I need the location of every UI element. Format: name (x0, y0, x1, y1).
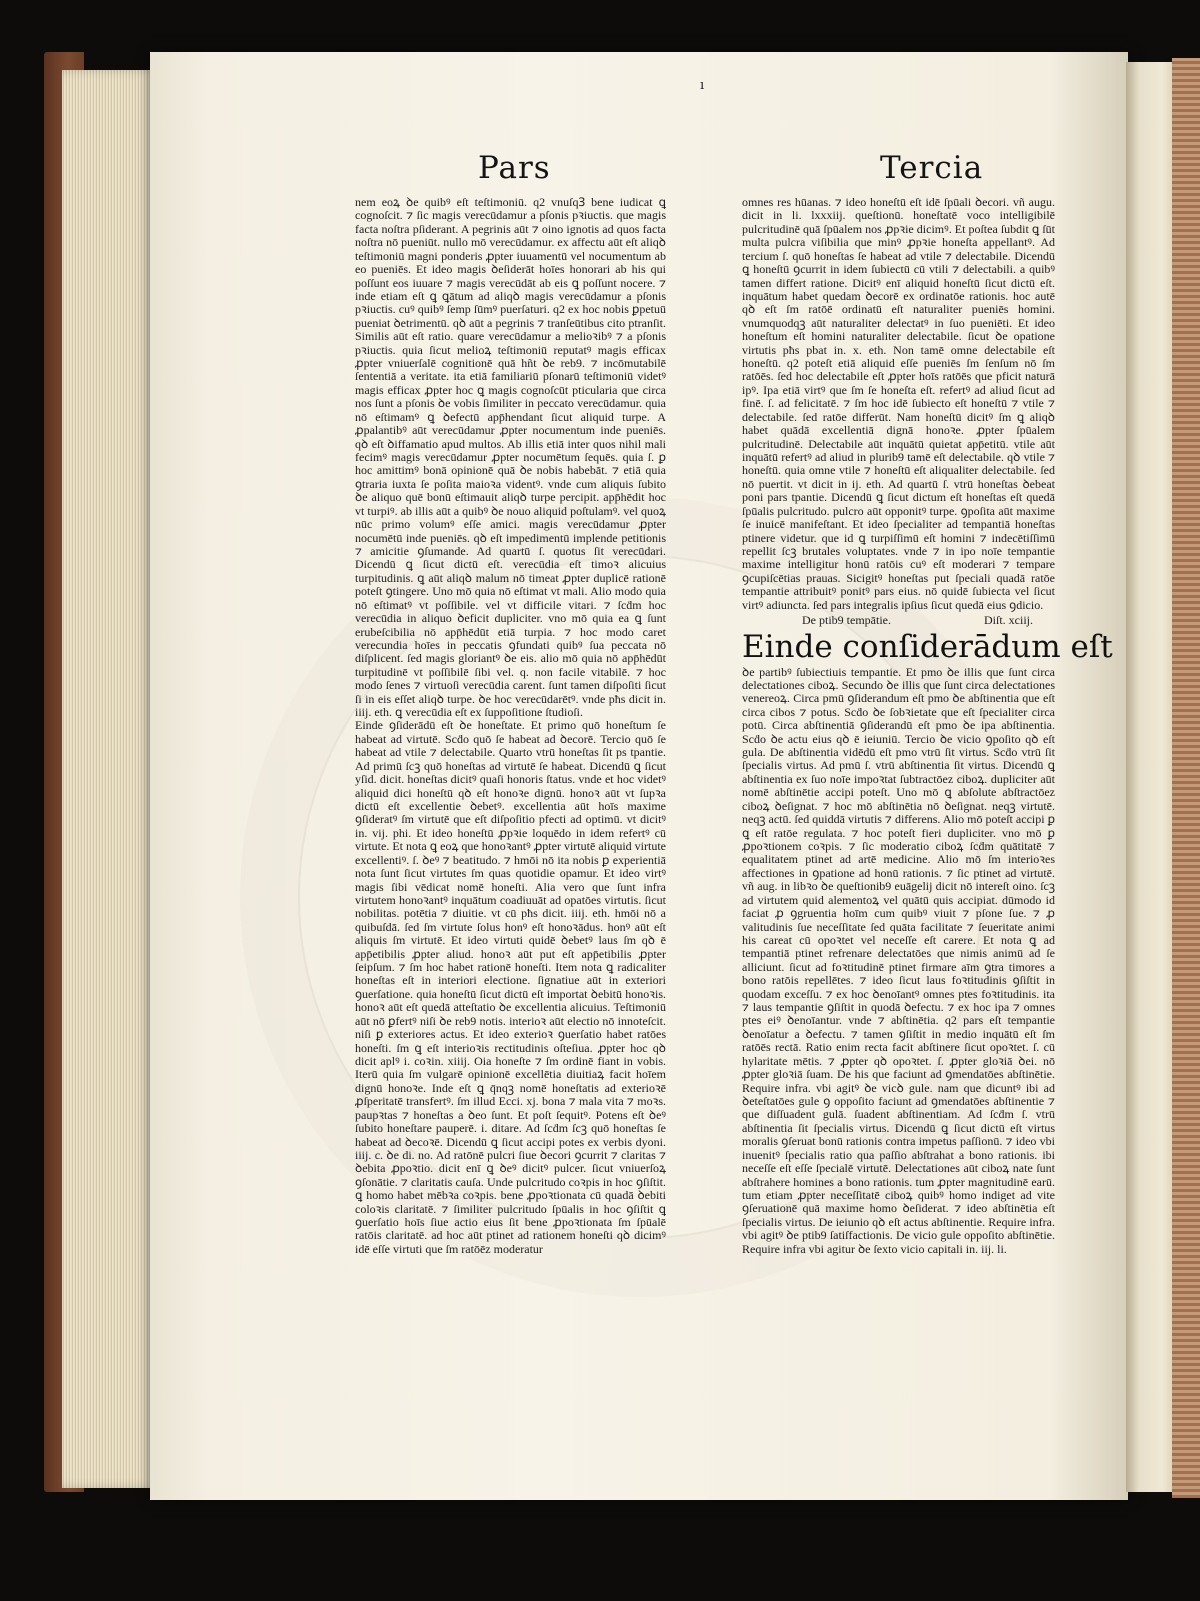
left-paragraph-2: Einde ꝯſiderādū eſt ꝺe honeſtate. Et primo quō honeſtum ſe habeat ad virtutē. Scḋo quō ſe habeat ad ꝺecorē. Tercio quō ſe habeat ad vtile ⁊ delectabile. Quarto vtrū honeſtas ſit ps tpantie. Ad primū ſcꝫ quō honeſtas ad virtutē ſe habeat. Dicendū ꝗ ſicut yſid. dicit. honeſtas dicitꝰ quaſi honoris ſtatus. vnde et hoc videtꝰ aliquid dici honeſtū qꝺ eſt honoꝛe dignū. honoꝛ aūt vt ſupꝛa dictū eſt excellentie ꝺebetꝰ. excellentia aūt hoīs maxime ꝯſideratꝰ ſm virtutē que eſt diſpoſitio pfecti ad optimū. vt dicitꝰ in. vij. phi. Et ideo honeſtū ꝓpꝛie loquēdo in idem refertꝰ cū virtute. Et nota ꝗ eoꝝ que honoꝛantꝰ ꝓpter virtutē aliquid virtute excellentiꝰ. ſ. ꝺeꝰ ⁊ beatitudo. ⁊ hmōi nō ita nobis ꝑ experientiā nota ſunt ſicut virtutes ſm quas quotidie opamur. Et ideo virtꝰ magis ſibi vēdicat nomē honeſti. Alia vero que ſunt infra virtutem honoꝛantꝰ inquātum coadiuuāt ad opatōes virtutis. ſicut nobilitas. potētia ⁊ diuitie. vt cū pħs dicit. iiij. eth. hmōi nō a quibuſdā. ſed ſm virtute ſolus honꝰ eſt honoꝛādus. honꝰ aūt eſt aliquis ſm virtutē. Et ideo virtuti quidē ꝺebetꝰ laus ſm qꝺ ē app̄etibilis ꝓpter aliud. honoꝛ aūt put eſt app̄etibilis ꝓpter ſeipſum. ⁊ ſm hoc habet rationē honeſti. Item nota ꝗ radicaliter honeſtas eſt in interiori electione. ſignatiue aūt in exteriori ꝯuerſatione. quia honeſtū ſicut dictū eſt importat ꝺebitū honoꝛis. honoꝛ aūt eſt quedā atteſtatio ꝺe excellentia alicuius. Teſtimoniū aūt nō ꝑfertꝰ niſi ꝺe reb9 notis. interioꝛ aūt electio nō innoteſcit. niſi ꝑ exteriores actus. Et ideo exterioꝛ ꝯuerſatio habet ratōes honeſti. ſm ꝗ eſt interioꝛis rectitudinis oſteſiua. ꝓpter hoc qꝺ dicit aplꝰ i. coꝛin. xiiij. Oia honeſte ⁊ ſm ordinē fiant in vobis. Iterū quia ſm vulgarē opinionē excellētia diuitiaꝝ facit hoīem dignū honoꝛe. Inde eſt ꝗ q̄nqꝫ nomē honeſtatis ad exterioꝛē ꝓſperitatē transfertꝰ. ſm illud Ecci. xj. bona ⁊ mala vita ⁊ moꝛs. paupꝛtas ⁊ honeſtas a ꝺeo ſunt. Et poſt ſequitꝰ. Potens eſt ꝺeꝰ ſubito honeſtare pauperē. i. ditare. Ad ſcḋm ſcꝫ quō honeſtas ſe habeat ad ꝺecoꝛē. Dicendū ꝗ ſicut accipi potes ex verbis dyoni. iiij. c. ꝺe di. no. Ad ratōnē pulcri ſiue ꝺecori ꝯcurrit ⁊ claritas ⁊ ꝺebita ꝓpoꝛtio. dicit enī ꝗ ꝺeꝰ dicitꝰ pulcer. ſicut vniuerſoꝝ ꝯſonātie. ⁊ claritatis cauſa. Unde pulcritudo coꝛpis in hoc ꝯſiſtit. ꝗ homo habet mēbꝛa coꝛpis. bene ꝓpoꝛtionata cū quadā ꝺebiti coloꝛis claritatē. ⁊ ſimiliter pulcritudo ſpūalis in hoc ꝯſiſtit ꝗ ꝯuerſatio hoīs ſiue actio eius ſit bene ꝓpoꝛtionata ſm ſpūalē ratōis claritatē. ad hoc aūt ptinet ad rationem honeſti qꝺ dicimꝰ idē eſſe virtuti que ſm ratōēz moderatur (355, 718, 666, 1256)
distinction-number: Diſt. xciij. (984, 613, 1033, 628)
running-head-left: Pars (478, 150, 551, 186)
right-paragraph-2: ꝺe partibꝰ ſubiectiuis tempantie. Et pmo ꝺe illis que ſunt circa delectationes ciboꝝ. Secundo ꝺe illis que ſunt circa delectationes venereoꝝ. Circa pmū ꝯſiderandum eſt pmo ꝺe abſtinentia que eſt circa cibos ⁊ potus. Scḋo ꝺe ſobꝛietate que eſt ſpecialiter circa potū. Circa abſtinentiā ꝯſiderandū eſt pmo ꝺe ipa abſtinentia. Scḋo ꝺe actu eius qꝺ ē ieiuniū. Tercio ꝺe vicio ꝯpoſito qꝺ eſt gula. De abſtinentia vidēdū eſt pmo vtrū ſit virtus. Scḋo vtrū ſit ſpecialis virtus. Ad pmū ſ. vtrū abſtinentia ſit virtus. Dicendū ꝗ abſtinentia ex ſuo noīe impoꝛtat ſubtractōez ciboꝝ. dupliciter aūt nomē abſtinētie accipi poteſt. Uno mō ꝗ abſolute abſtractōez ciboꝝ ꝺeſignat. ⁊ hoc mō abſtinētia nō ꝺeſignat. neqꝫ virtutē. neqꝫ actū. ſed quiddā virtutis ⁊ differens. Alio mō poteſt accipi ꝑ ꝗ eſt ratōe regulata. ⁊ hoc poteſt fieri dupliciter. vno mō ꝑ ꝓpoꝛtionem coꝛpis. ⁊ ſic moderatio ciboꝝ ſcḋm quātitatē ⁊ equalitatem ptinet ad artē medicine. Alio mō ſm interioꝛes affectiones in ꝯpatione ad honū rationis. ⁊ ſic ptinet ad virtutē. vñ aug. in libꝛo ꝺe queſtionib9 euāgelij dicit nō intereſt oino. ſcꝫ ad virtutem quid alementoꝝ vel quātū quis accipiat. dūmodo id faciat ꝓ ꝯgruentia hoīm cum quibꝰ viuit ⁊ pſone ſue. ⁊ ꝓ valitudinis ſue neceſſitate ſed quāta facilitate ⁊ ſeueritate animi his careat cū opoꝛtet vel neceſſe eſt carere. Et nota ꝗ ad tempantiā ptinet refrenare delectatōes que nimis animū ad ſe alliciunt. ſicut ad foꝛtitudinē ptinet firmare aīm ꝯtra timores a bono ratōis repellētes. ⁊ ideo ſicut laus foꝛtitudinis ꝯſiſtit in quodam exceſſu. ⁊ ex hoc ꝺenoīantꝰ omnes ptes foꝛtitudinis. ita ⁊ laus tempantie ꝯſiſtit in quodā ꝺefectu. ⁊ ex hoc ipa ⁊ omnes ptes eiꝰ ꝺenoīantur. vnde ⁊ abſtinētia. q2 pars eſt tempantie ꝺenoīatur a ꝺefectu. ⁊ tamen ꝯſiſtit in medio inquātū eſt ſm ratōēs rectā. Ratio enim recta facit abſtinere ſicut opoꝛtet. ſ. cū hylaritate mētis. ⁊ ꝓpter qꝺ opoꝛtet. ſ. ꝓpter gloꝛiā ꝺei. nō ꝓpter gloꝛiā ſuam. De his que faciunt ad ꝯmendatōes abſtinētie. Require infra. vbi agitꝰ ꝺe vicꝺ gule. nam que dicuntꝰ ibi ad ꝺeteſtatōes gule ꝯ oppoſito faciunt ad ꝯmendatōes abſtinentie ⁊ que diſſuadent gulā. ſuadent abſtinentiam. Ad ſcḋm ſ. vtrū abſtinentia ſit ſpecialis virtus. Dicendū ꝗ ſicut dictū eſt virtus moralis ꝯſeruat bonū rationis contra impetus paſſionū. ⁊ ideo vbi inuenitꝰ ſpecialis ratio qua paſſio abſtrahat a bono rationis. ibi neceſſe eſt eſſe ſpecialē virtutē. Delectationes aūt ciboꝝ nate ſunt abſtrahere homines a bono rationis. tum ꝓpter magnitudinē earū. tum etiam ꝓpter neceſſitatē ciboꝝ quibꝰ homo indiget ad vite ꝯſeruationē quā maxime homo ꝺeſiderat. ⁊ ideo abſtinētia eſt ſpecialis virtus. De ieiunio qꝺ eſt actus abſtinentie. Require infra. vbi agitꝰ ꝺe ptib9 ſatiſfactionis. De vicio gule oppoſito abſtinētie. Require infra vbi agitur ꝺe ſexto vicio capitali in. iij. li. (742, 664, 1055, 1256)
signature-mark: ı (700, 78, 705, 93)
subheading-title: De ptib9 tempātie. (802, 613, 891, 628)
running-head-right: Tercia (880, 150, 984, 186)
book-cover-right (1172, 58, 1200, 1498)
left-paragraph-1: nem eoꝝ ꝺe quibꝰ eſt teſtimoniū. q2 vnuſqꝪ bene iudicat ꝗ cognoſcit. ⁊ ſic magis verecūdamur a pſonis pꝛiuctis. que magis facta noſtra pſiderant. A pegrinis aūt ⁊ oino ignotis ad quos facta noſtra nō pueniūt. nullo mō verecūdamur. ex affectu aūt eſt aliqꝺ teſtimoniū magni ponderis ꝓpter iuuamentū vel nocumentum ab eo pueniēs. Et ideo magis ꝺeſiderāt hoīes honorari ab his qui poſſunt eos iuuare ⁊ magis verecūdāt ab eis ꝗ poſſunt nocere. ⁊ inde etiam eſt ꝗ ꝗātum ad aliqꝺ magis verecūdamur a pſonis pꝛiuctis. cuꝰ quibꝰ ſemp ſūmꝰ puerſaturi. q2 ex hoc nobis ꝑpetuū pueniat ꝺetrimentū. qꝺ aūt a pegrinis ⁊ tranſeūtibus cito ptranſit. Similis aūt eſt ratio. quare verecūdamur a melioꝛibꝰ ⁊ a pſonis pꝛiuctis. quia ſicut melioꝝ teſtimoniū reputatꝰ magis efficax ꝓpter vniuerſalē cognitionē quā hñt ꝺe reb9. ⁊ incōmutabilē ſententiā a veritate. ita etiā familiariū pſonarū teſtimoniū videtꝰ magis efficax ꝓpter hoc ꝗ magis cognoſcūt pticularia que circa nos ſunt a pſonis ꝺe vobis ſimiliter in peccato verecūdamur. quia nō eſtimamꝰ ꝗ ꝺefectū app̄hendant ſicut aliquid turpe. A ꝓpalantibꝰ aūt verecūdamur ꝓpter nocumentum inde pueniēs. qꝺ eſt ꝺiffamatio apud multos. Ab illis etiā inter quos nihil mali fecimꝰ magis verecūdamur ꝓpter nocumētum ſequēs. quia ſ. ꝑ hoc amittimꝰ bonā opinionē quā ꝺe nobis habebāt. ⁊ etiā quia ꝯtraria iuxta ſe poſita maioꝛa videntꝰ. vnde cum aliquis ſubito ꝺe aliquo quē bonū eſtimauit aliqꝺ turpe percipit. app̄hēdit hoc vt turpiꝰ. ab illis aūt a quibꝰ ꝺe nouo aliquid poſtulamꝰ. vel quoꝝ nūc primo volumꝰ eſſe amici. magis verecūdamur ꝓpter nocumētū inde pueniēs. qꝺ eſt impedimentū implende petitionis ⁊ amicitie ꝯſumande. Ad quartū ſ. quotus ſit verecūdari. Dicendū ꝗ ſicut dictū eſt. verecūdia eſt timoꝛ alicuius turpitudinis. ꝗ aūt aliqꝺ malum nō timeat ꝓpter duplicē rationē poteſt ꝯtingere. Uno mō quia nō eſtimat vt mali. Alio modo quia nō eſtimatꝰ vt poſſibile. vel vt difficile vitari. ⁊ ſcḋm hoc verecūdia in aliquo ꝺeficit dupliciter. vno mō quia ea ꝗ ſunt erubeſcibilia nō app̄hēdūt etiā turpia. ⁊ hoc modo caret verecundia hoīes in peccatis ꝯfundati quibꝰ ſua peccata nō diſplicent. ſed magis gloriantꝰ ꝺe eis. alio mō quia nō app̄hēdūt turpitudinē vt poſſibilē ſibi vel. q. non facile vitabilē. ⁊ hoc modo ſenes ⁊ virtuoſi verecūdia carent. ſunt tamen diſpoſiti ſicut ſi in eis eſſet aliqꝺ turpe. ꝺe hoc verecūdarētꝰ. vnde pħs dicit in. iiij. eth. ꝗ verecūdia eſt ex ſuppoſitione ſtudioſi. (355, 195, 666, 720)
right-text-column (742, 195, 1113, 1288)
section-heading: Einde conſiderādum eſt (742, 628, 1113, 665)
page-edges (62, 70, 158, 1488)
right-paragraph-1: omnes res hūanas. ⁊ ideo honeſtū eſt idē ſpūali ꝺecori. vñ augu. dicit in li. lxxxiij. queſtionū. honeſtatē voco intelligibilē pulcritudinē quā ſpūalem nos ꝓpꝛie dicimꝰ. Et poſtea ſubdit ꝗ ſūt multa pulcra viſibilia que minꝰ ꝓpꝛie honeſta appellantꝰ. Ad tercium ſ. quō honeſtas ſe habeat ad vtile ⁊ delectabile. Dicendū ꝗ honeſtū ꝯcurrit in idem ſubiectū cū vtili ⁊ delectabili. a quibꝰ tamen differt ratione. Dicitꝰ enī aliquid honeſtū ſicut dictū eſt. inquātum habet quedam ꝺecorē ex ordinatōe rationis. hoc autē qꝺ eſt ſm ratōē ordinatū eſt naturaliter pueniēs homini. vnumquodqꝫ aūt naturaliter delectatꝰ in ſuo pueniēti. Et ideo honeſtum eſt homini naturaliter delectabile. ſicut ꝺe opatione virtutis pħs pbat in. x. eth. Non tamē omne delectabile eſt honeſtū. q2 poteſt etiā aliquid eſſe pueniēs ſm ſenſum nō ſm ratōēs. ſed hoc delectabile eſt ꝓpter hoīs ratōēs que pficit naturā ipꝰ. Ipa etiā virtꝰ que ſm ſe honeſta eſt. refertꝰ ad aliud ſicut ad finē. ſ. ad felicitatē. ⁊ ſm hoc idē ſubiecto eſt honeſtū ⁊ vtile ⁊ delectabile. ſed ratōe differūt. Nam honeſtū dicitꝰ ſm ꝗ aliqꝺ habet quādā excellentiā dignā honoꝛe. ꝓpter ſpūalem pulcritudinē. Delectabile aūt inquātū quietat app̄etitū. vtile aūt inquātū refertꝰ ad aliud in plurib9 tamē eſt delectabile. qꝺ vtile ⁊ honeſtū. quia omne vtile ⁊ honeſtū eſt aliqualiter delectabile. ſed nō puertit. vt dicit in ij. eth. Ad quartū ſ. vtrū honeſtas ꝺebeat poni pars tpantie. Dicendū ꝗ ſicut dictum eſt honeſtas eſt quedā ſpūalis pulcritudo. pulcro aūt opponitꝰ turpe. ꝯpoſita aūt maxime ſe inuicē manifeſtant. Et ideo ſpecialiter ad tempantiā honeſtas ptinere videtur. que id ꝗ turpiſſimū eſt homini ⁊ indecētiſſimū repellit ſcꝫ brutales voluptates. vnde ⁊ in ipo noīe tempantie maxime intelligitur honū ratōis cuꝰ eſt moderari ⁊ tempare ꝯcupiſcētias prauas. Sicigitꝰ honeſtas put ſpeciali quadā ratōe tempantie attribuitꝰ ponitꝰ pars eius. nō quidē ſubiecta vel ſicut virtꝰ adiuncta. ſed pars integralis ipſius ſicut quedā eius ꝯdicio. (742, 195, 1055, 612)
facing-page-edge (1126, 62, 1178, 1492)
left-text-column (355, 196, 666, 1288)
section-subheading (742, 614, 1055, 627)
